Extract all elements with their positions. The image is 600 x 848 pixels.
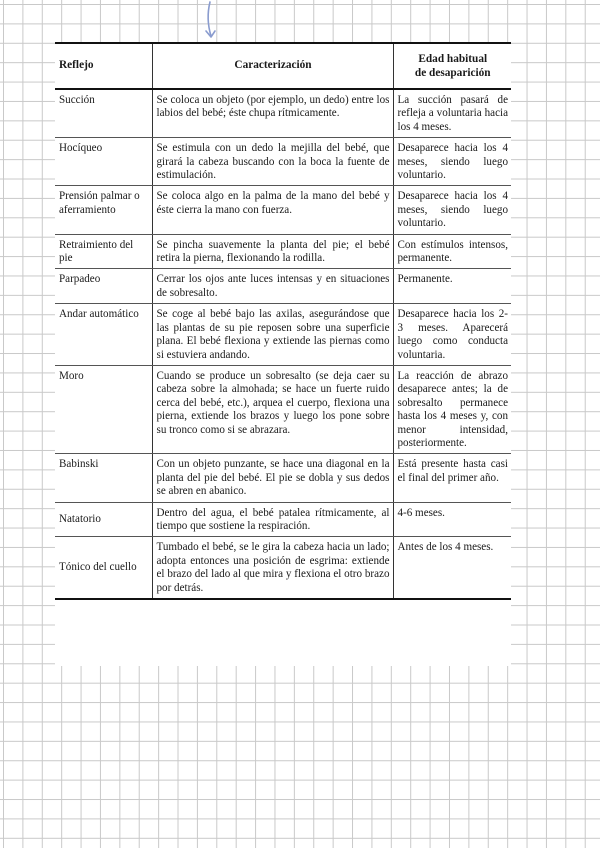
reflex-age: La succión pasará de refleja a voluntaria hacia los 4 meses. bbox=[393, 89, 511, 138]
reflex-name: Hocíqueo bbox=[55, 138, 152, 186]
table-row bbox=[55, 537, 511, 599]
header-age bbox=[393, 43, 511, 89]
table-row bbox=[55, 365, 511, 453]
reflex-age: Desaparece hacia los 2-3 meses. Aparecerá luego como conducta voluntaria. bbox=[393, 304, 511, 366]
table-row bbox=[55, 138, 511, 186]
table-row bbox=[55, 234, 511, 269]
document-page bbox=[55, 42, 511, 666]
table-row bbox=[55, 304, 511, 366]
reflex-name: Natatorio bbox=[55, 502, 152, 537]
reflex-characterization: Cerrar los ojos ante luces intensas y en situaciones de sobresalto. bbox=[152, 269, 393, 304]
reflex-age: La reacción de abrazo desaparece antes; la de sobresalto permanece hasta los 4 meses y, con menor intensidad, posteriormente. bbox=[393, 365, 511, 453]
table-row bbox=[55, 502, 511, 537]
reflex-name: Retraimiento del pie bbox=[55, 234, 152, 269]
reflex-characterization: Cuando se produce un sobresalto (se deja caer su cabeza sobre la almohada; se hace un fuerte ruido cerca del bebé, etc.), arquea el cuerpo, flexiona una pierna, extiende los brazos y luego los pone sobre su tronco como si se abrazara. bbox=[152, 365, 393, 453]
reflex-characterization: Se pincha suavemente la planta del pie; el bebé retira la pierna, flexionando la rodilla. bbox=[152, 234, 393, 269]
reflex-characterization: Se coge al bebé bajo las axilas, asegurándose que las plantas de su pie reposen sobre una superficie plana. El bebé flexiona y extiende las piernas como si estuviera andando. bbox=[152, 304, 393, 366]
reflex-name: Tónico del cuello bbox=[55, 537, 152, 599]
pen-mark-decoration bbox=[200, 0, 220, 42]
table-row bbox=[55, 89, 511, 138]
reflex-characterization: Dentro del agua, el bebé patalea rítmicamente, al tiempo que sostiene la respiración. bbox=[152, 502, 393, 537]
reflex-age: Está presente hasta casi el final del primer año. bbox=[393, 454, 511, 502]
table-row bbox=[55, 454, 511, 502]
reflex-age: Con estímulos intensos, permanente. bbox=[393, 234, 511, 269]
table-row bbox=[55, 269, 511, 304]
reflex-characterization: Tumbado el bebé, se le gira la cabeza hacia un lado; adopta entonces una posición de esgrima: extiende el brazo del lado al que mira y flexiona el otro brazo por detrás. bbox=[152, 537, 393, 599]
reflex-age: Antes de los 4 meses. bbox=[393, 537, 511, 599]
header-characterization: Caracterización bbox=[152, 43, 393, 89]
reflex-characterization: Con un objeto punzante, se hace una diagonal en la planta del pie del bebé. El pie se dobla y sus dedos se abren en abanico. bbox=[152, 454, 393, 502]
reflex-age: Desaparece hacia los 4 meses, siendo luego voluntario. bbox=[393, 186, 511, 234]
header-reflex: Reflejo bbox=[55, 43, 152, 89]
reflex-characterization: Se estimula con un dedo la mejilla del bebé, que girará la cabeza buscando con la boca la fuente de estimulación. bbox=[152, 138, 393, 186]
table-row bbox=[55, 186, 511, 234]
reflex-name: Moro bbox=[55, 365, 152, 453]
reflex-name: Parpadeo bbox=[55, 269, 152, 304]
header-age-line1: Edad habitual bbox=[418, 53, 488, 65]
reflex-age: 4-6 meses. bbox=[393, 502, 511, 537]
reflex-age: Permanente. bbox=[393, 269, 511, 304]
reflex-characterization: Se coloca un objeto (por ejemplo, un dedo) entre los labios del bebé; éste chupa rítmicamente. bbox=[152, 89, 393, 138]
reflex-name: Succión bbox=[55, 89, 152, 138]
reflex-table bbox=[55, 42, 511, 600]
table-header-row bbox=[55, 43, 511, 89]
reflex-name: Prensión palmar o aferramiento bbox=[55, 186, 152, 234]
reflex-characterization: Se coloca algo en la palma de la mano del bebé y éste cierra la mano con fuerza. bbox=[152, 186, 393, 234]
reflex-name: Babinski bbox=[55, 454, 152, 502]
reflex-age: Desaparece hacia los 4 meses, siendo luego voluntario. bbox=[393, 138, 511, 186]
reflex-name: Andar automático bbox=[55, 304, 152, 366]
header-age-line2: de desaparición bbox=[414, 67, 491, 79]
